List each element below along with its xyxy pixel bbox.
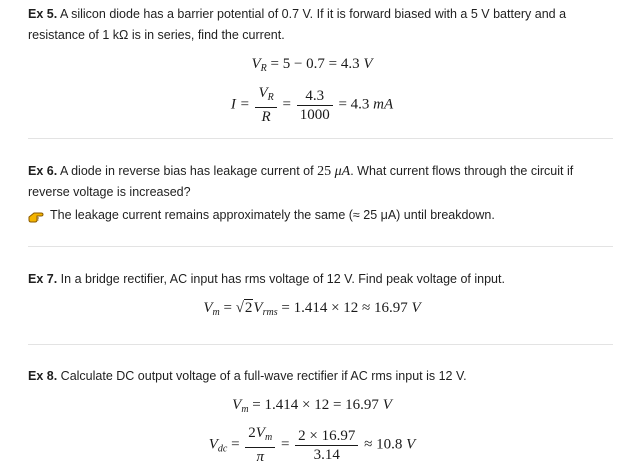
- ex5-text: A silicon diode has a barrier potential of 0.7 V. If it is forward biased with a 5 V battery and a resistance of 1 kΩ is in series, find the current.: [28, 7, 567, 42]
- divider: [28, 246, 613, 247]
- ex6-value: 25 μA: [317, 164, 351, 179]
- ex5-equation-1: $V_R = 5 - 0.7 = 4.3$ V: [251, 56, 373, 74]
- ex6-answer: The leakage current remains approximately the same (≈ 25 μA) until breakdown.: [28, 205, 613, 226]
- ex8-question: Ex 8. Calculate DC output voltage of a full-wave rectifier if AC rms input is 12 V.: [28, 369, 467, 383]
- ex6-question: Ex 6. A diode in reverse bias has leakage current of 25 μA. What current flows through the circuit if reverse voltage is increased?: [28, 164, 574, 199]
- ex5-label: Ex 5.: [28, 7, 58, 21]
- divider: [28, 138, 613, 139]
- fraction-2vm-over-pi: $\frac{2V_m}{\pi}$: [245, 424, 275, 466]
- ex5-question: [28, 4, 613, 46]
- fraction-2x16.97-over-3.14: $\frac{2 \times 16.97}{3.14}$: [295, 427, 358, 464]
- fraction-vr-over-r: $\frac{V_R}{R}$: [255, 84, 276, 126]
- square-root: √2: [235, 300, 253, 316]
- ex7-question: Ex 7. In a bridge rectifier, AC input has rms voltage of 12 V. Find peak voltage of input.: [28, 272, 505, 286]
- ex7-label: Ex 7.: [28, 272, 58, 286]
- ex7-equation: $V_m = √2V_{rms} = 1.414 \times 12 \approx 16.97$ V: [203, 300, 421, 318]
- ex8-label: Ex 8.: [28, 369, 58, 383]
- fraction-4.3-over-1000: $\frac{4.3}{1000}$: [297, 87, 333, 124]
- ex8-equation-1: $V_m = 1.414 \times 12 = 16.97$ V: [232, 397, 392, 415]
- ex6-label: Ex 6.: [28, 164, 58, 178]
- divider: [28, 344, 613, 345]
- ex8-equation-2: $V_{dc}$ = $\frac{2V_m}{\pi}$ = $\frac{2 \times 16.97}{3.14}$ ≈ 10.8 V: [208, 425, 416, 465]
- ex5-equation-2: I = $\frac{V_R}{R}$ = $\frac{4.3}{1000}$ = 4.3 mA: [230, 85, 394, 125]
- pointing-hand-icon: [28, 209, 44, 223]
